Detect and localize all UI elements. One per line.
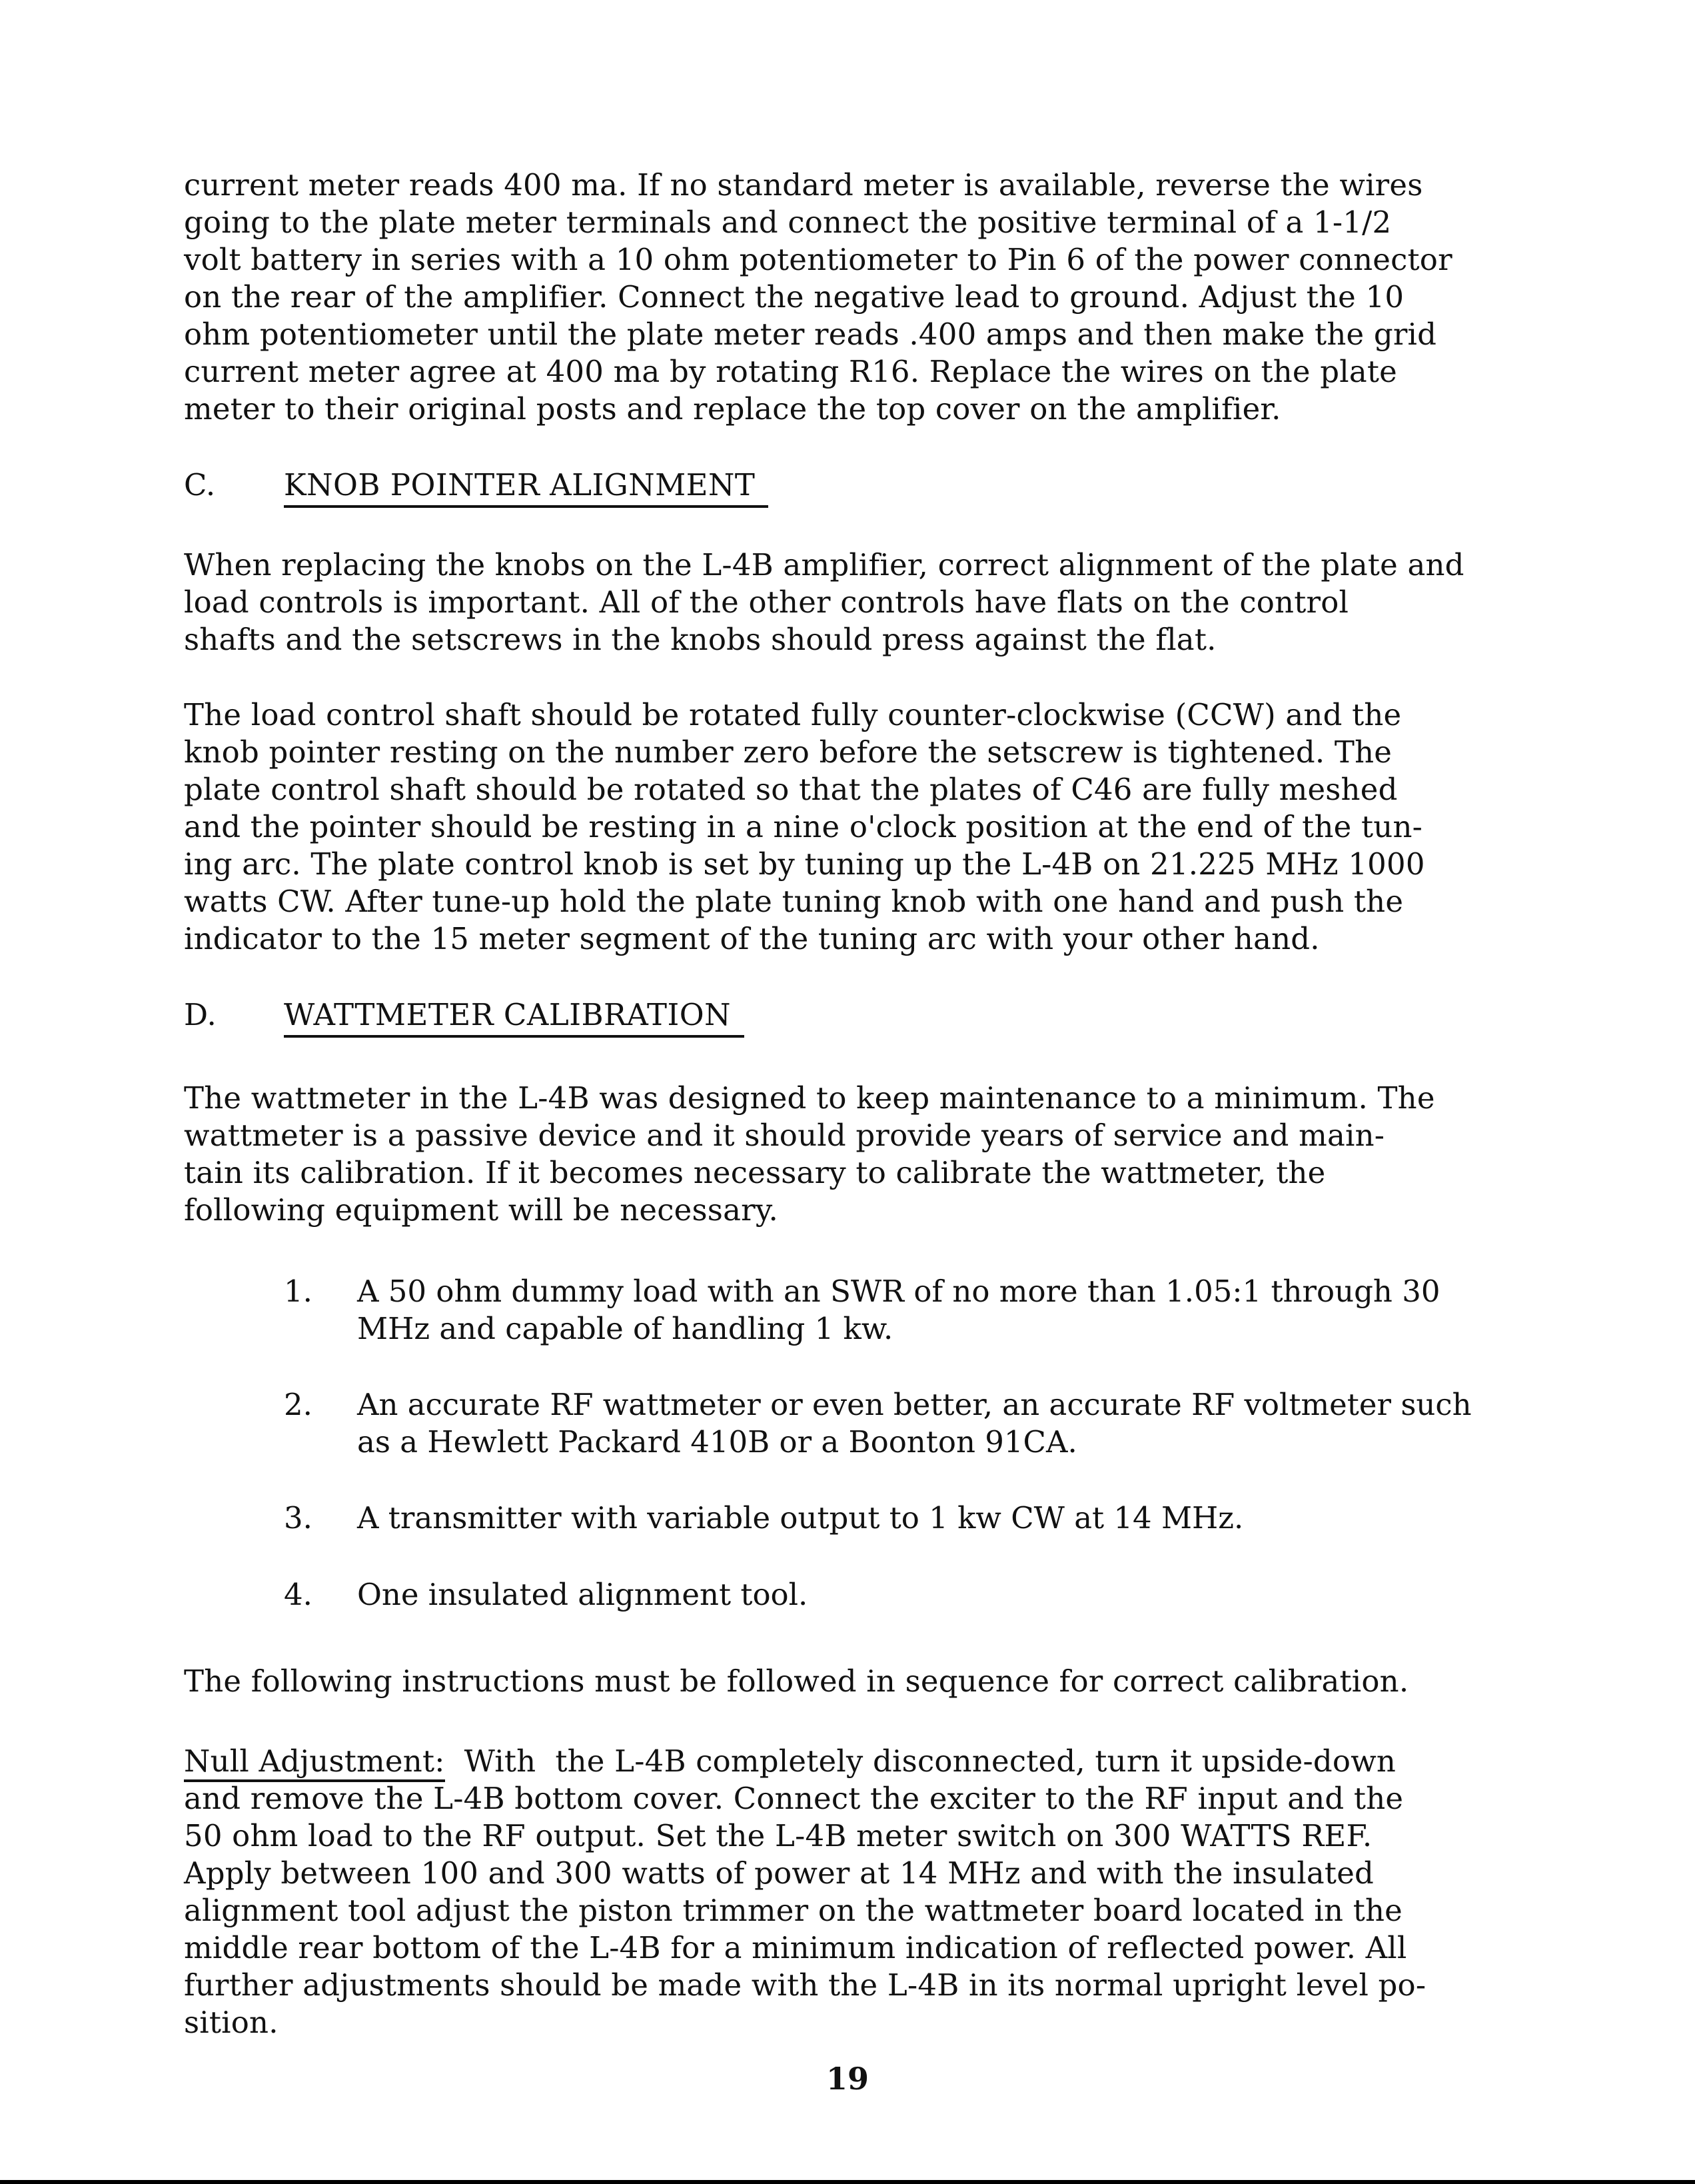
text-line: An accurate RF wattmeter or even better, an accurate RF voltmeter such	[357, 1387, 1472, 1422]
text-line: ing arc. The plate control knob is set by tuning up the L-4B on 21.225 MHz 1000	[184, 846, 1425, 882]
text-line: following equipment will be necessary.	[184, 1192, 778, 1228]
text-line: The wattmeter in the L-4B was designed to keep maintenance to a minimum. The	[184, 1080, 1435, 1116]
text-line: The load control shaft should be rotated fully counter-clockwise (CCW) and the	[184, 697, 1402, 732]
text-line	[184, 1743, 1396, 1780]
text-line: volt battery in series with a 10 ohm potentiometer to Pin 6 of the power connector	[184, 242, 1452, 277]
section-d-heading	[184, 996, 744, 1038]
list-number: 1.	[284, 1274, 312, 1309]
text-line: middle rear bottom of the L-4B for a minimum indication of reflected power. All	[184, 1930, 1407, 1965]
list-item	[284, 1576, 808, 1614]
section-letter: D.	[184, 997, 217, 1032]
text-line: alignment tool adjust the piston trimmer on the wattmeter board located in the	[184, 1893, 1403, 1928]
text-line: and the pointer should be resting in a nine o'clock position at the end of the tun-	[184, 809, 1423, 844]
list-number: 3.	[284, 1500, 312, 1536]
text-line: and remove the L-4B bottom cover. Connect the exciter to the RF input and the	[184, 1781, 1404, 1816]
text-line: load controls is important. All of the other controls have flats on the control	[184, 584, 1349, 620]
text-line: plate control shaft should be rotated so that the plates of C46 are fully meshed	[184, 772, 1398, 807]
text-line: going to the plate meter terminals and connect the positive terminal of a 1-1/2	[184, 205, 1392, 240]
scan-edge-bar	[0, 2180, 1695, 2184]
text-line: current meter reads 400 ma. If no standard meter is available, reverse the wires	[184, 167, 1423, 203]
text-line: ohm potentiometer until the plate meter reads .400 amps and then make the grid	[184, 317, 1437, 352]
text-line: shafts and the setscrews in the knobs should press against the flat.	[184, 622, 1217, 657]
section-title: KNOB POINTER ALIGNMENT	[284, 467, 768, 508]
sequence-note: The following instructions must be followed in sequence for correct calibration.	[184, 1663, 1409, 1699]
list-item	[284, 1500, 1243, 1537]
text-line: 50 ohm load to the RF output. Set the L-4B meter switch on 300 WATTS REF.	[184, 1818, 1373, 1853]
text-line: meter to their original posts and replace the top cover on the amplifier.	[184, 391, 1281, 427]
text-line: current meter agree at 400 ma by rotating R16. Replace the wires on the plate	[184, 354, 1397, 389]
page-number: 19	[826, 2061, 869, 2097]
section-c-heading	[184, 467, 768, 508]
text-line: wattmeter is a passive device and it should provide years of service and main-	[184, 1118, 1385, 1153]
text-line: as a Hewlett Packard 410B or a Boonton 91CA.	[357, 1424, 1077, 1460]
section-letter: C.	[184, 467, 216, 503]
text-line: When replacing the knobs on the L-4B amplifier, correct alignment of the plate and	[184, 547, 1464, 582]
text-line: indicator to the 15 meter segment of the tuning arc with your other hand.	[184, 921, 1320, 956]
text-line: watts CW. After tune-up hold the plate tuning knob with one hand and push the	[184, 884, 1404, 919]
section-title: WATTMETER CALIBRATION	[284, 996, 744, 1038]
text-line: Apply between 100 and 300 watts of power at 14 MHz and with the insulated	[184, 1855, 1375, 1891]
text-line: knob pointer resting on the number zero before the setscrew is tightened. The	[184, 734, 1393, 770]
list-item	[284, 1386, 1472, 1461]
list-item	[284, 1273, 1440, 1348]
text-span: With the L-4B completely disconnected, turn it upside-down	[444, 1743, 1397, 1779]
text-line: MHz and capable of handling 1 kw.	[357, 1311, 893, 1346]
text-line: sition.	[184, 2005, 279, 2040]
text-line: further adjustments should be made with the L-4B in its normal upright level po-	[184, 1967, 1426, 2003]
text-line: One insulated alignment tool.	[357, 1577, 808, 1612]
text-line: A transmitter with variable output to 1 kw CW at 14 MHz.	[357, 1500, 1244, 1536]
text-line: tain its calibration. If it becomes necessary to calibrate the wattmeter, the	[184, 1155, 1326, 1190]
null-adjustment-label: Null Adjustment:	[184, 1743, 445, 1782]
text-line: A 50 ohm dummy load with an SWR of no more than 1.05:1 through 30	[357, 1274, 1440, 1309]
text-line: on the rear of the amplifier. Connect the negative lead to ground. Adjust the 10	[184, 279, 1405, 315]
list-number: 2.	[284, 1387, 312, 1422]
list-number: 4.	[284, 1577, 312, 1612]
